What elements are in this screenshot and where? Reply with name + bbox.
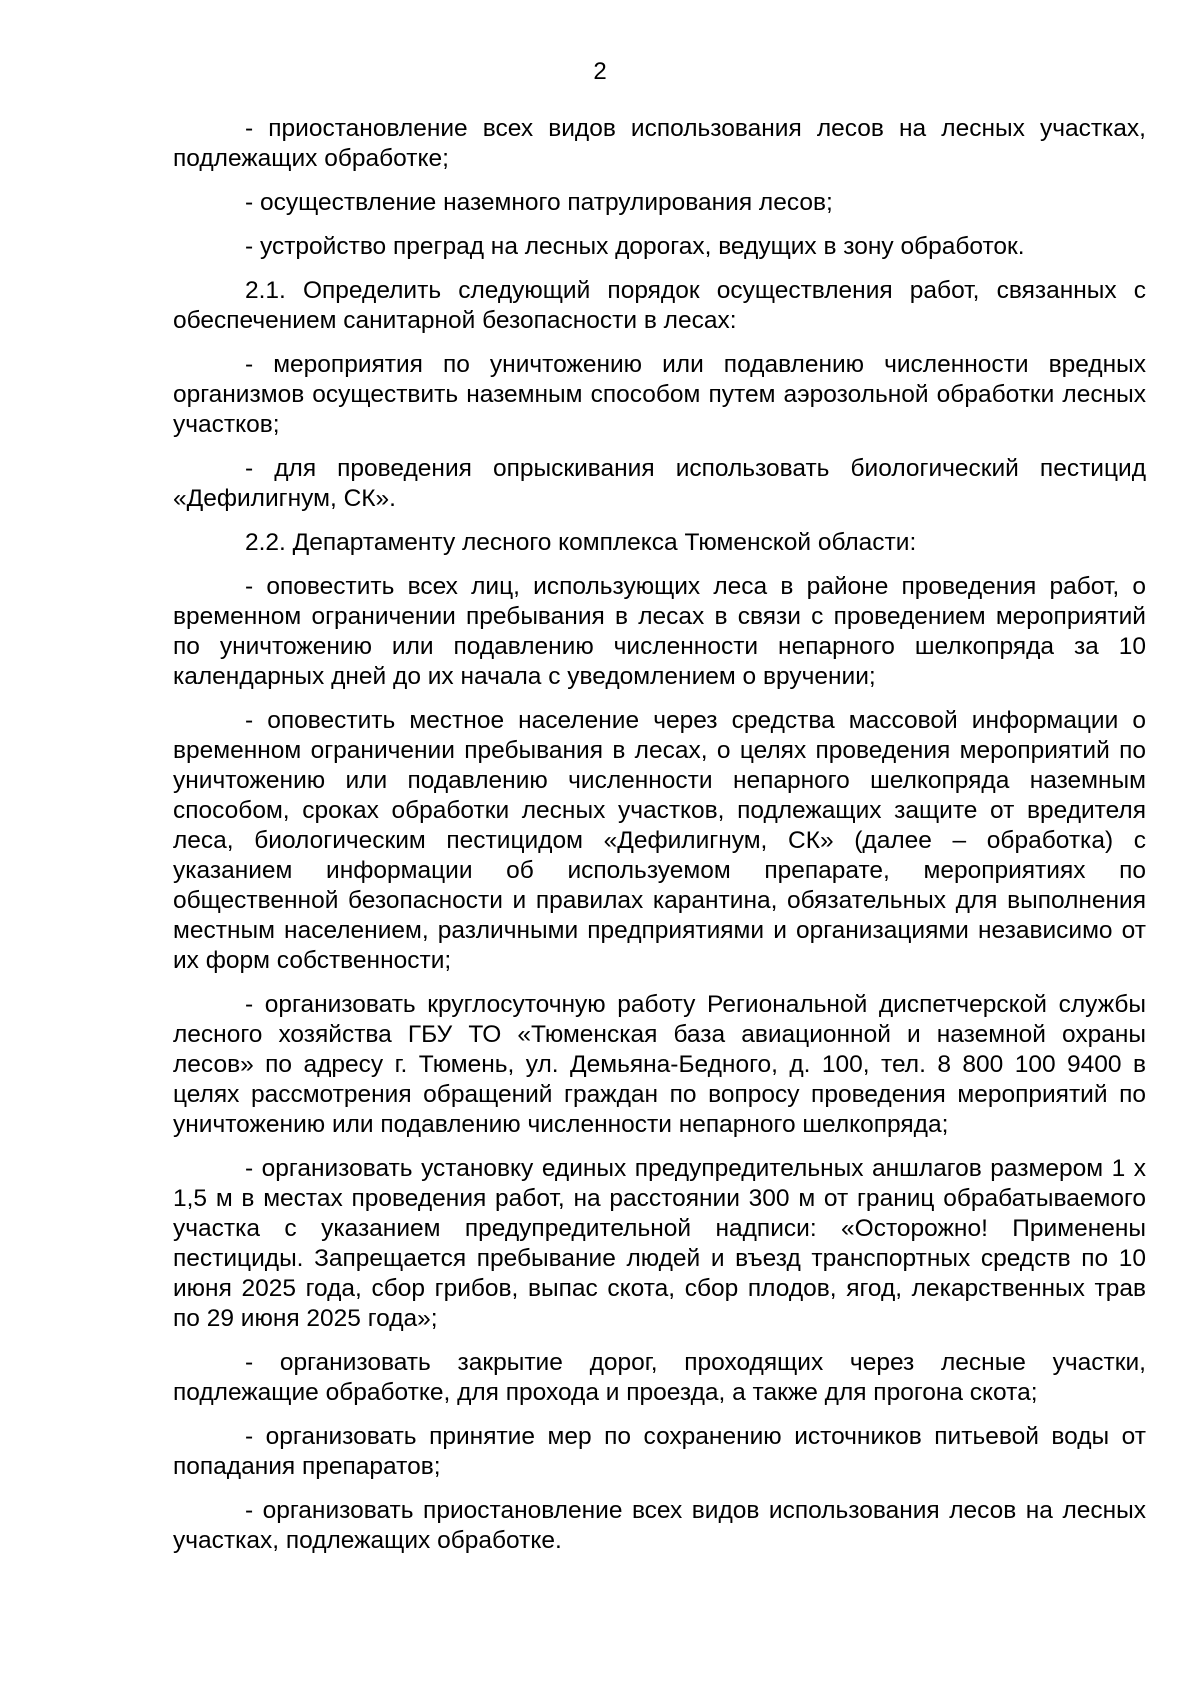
paragraph-suspension-of-all-forest-use: - организовать приостановление всех видов использования лесов на лесных участках, подлежащих обработке. bbox=[173, 1497, 1146, 1554]
paragraph-ground-patrol: - осуществление наземного патрулирования лесов; bbox=[245, 189, 833, 216]
paragraph-dispatch-service: - организовать круглосуточную работу Региональной диспетчерской службы лесного хозяйства ГБУ ТО «Тюменская база авиационной и наземной охраны лесов» по адресу г. Тюмень, ул. Демьяна-Бедного, д. 100, тел. 8 800 100 9400 в целях рассмотрения обращений граждан по вопросу проведения мероприятий по уничтожению или подавлению численности непарного шелкопряда; bbox=[173, 991, 1146, 1138]
paragraph-suspension-of-forest-use: - приостановление всех видов использования лесов на лесных участках, подлежащих обработке; bbox=[173, 115, 1146, 172]
paragraph-ground-aerosol-treatment: - мероприятия по уничтожению или подавлению численности вредных организмов осуществить наземным способом путем аэрозольной обработки лесных участков; bbox=[173, 351, 1146, 438]
paragraph-biological-pesticide: - для проведения опрыскивания использовать биологический пестицид «Дефилигнум, СК». bbox=[173, 455, 1146, 512]
paragraph-drinking-water-protection: - организовать принятие мер по сохранению источников питьевой воды от попадания препаратов; bbox=[173, 1423, 1146, 1480]
document-body bbox=[173, 114, 1146, 1570]
paragraph-section-2-2: 2.2. Департаменту лесного комплекса Тюменской области: bbox=[245, 529, 917, 556]
paragraph-section-2-1: 2.1. Определить следующий порядок осуществления работ, связанных с обеспечением санитарной безопасности в лесах: bbox=[173, 277, 1146, 334]
page-number: 2 bbox=[593, 58, 607, 85]
paragraph-notify-forest-users: - оповестить всех лиц, использующих леса в районе проведения работ, о временном ограничении пребывания в лесах в связи с проведением мероприятий по уничтожению или подавлению численности непарного шелкопряда за 10 календарных дней до их начала с уведомлением о вручении; bbox=[173, 573, 1146, 690]
paragraph-notify-local-population: - оповестить местное население через средства массовой информации о временном ограничении пребывания в лесах, о целях проведения мероприятий по уничтожению или подавлению численности непарного шелкопряда наземным способом, сроках обработки лесных участков, подлежащих защите от вредителя леса, биологическим пестицидом «Дефилигнум, СК» (далее – обработка) с указанием информации об используемом препарате, мероприятиях по общественной безопасности и правилах карантина, обязательных для выполнения местным населением, различными предприятиями и организациями независимо от их форм собственности; bbox=[173, 707, 1146, 974]
paragraph-road-closure: - организовать закрытие дорог, проходящих через лесные участки, подлежащие обработке, для прохода и проезда, а также для прогона скота; bbox=[173, 1349, 1146, 1406]
paragraph-warning-signs: - организовать установку единых предупредительных аншлагов размером 1 х 1,5 м в местах проведения работ, на расстоянии 300 м от границ обрабатываемого участка с указанием предупредительной надписи: «Осторожно! Применены пестициды. Запрещается пребывание людей и въезд транспортных средств по 10 июня 2025 года, сбор грибов, выпас скота, сбор плодов, ягод, лекарственных трав по 29 июня 2025 года»; bbox=[173, 1155, 1146, 1332]
paragraph-road-barriers: - устройство преград на лесных дорогах, ведущих в зону обработок. bbox=[245, 233, 1025, 260]
